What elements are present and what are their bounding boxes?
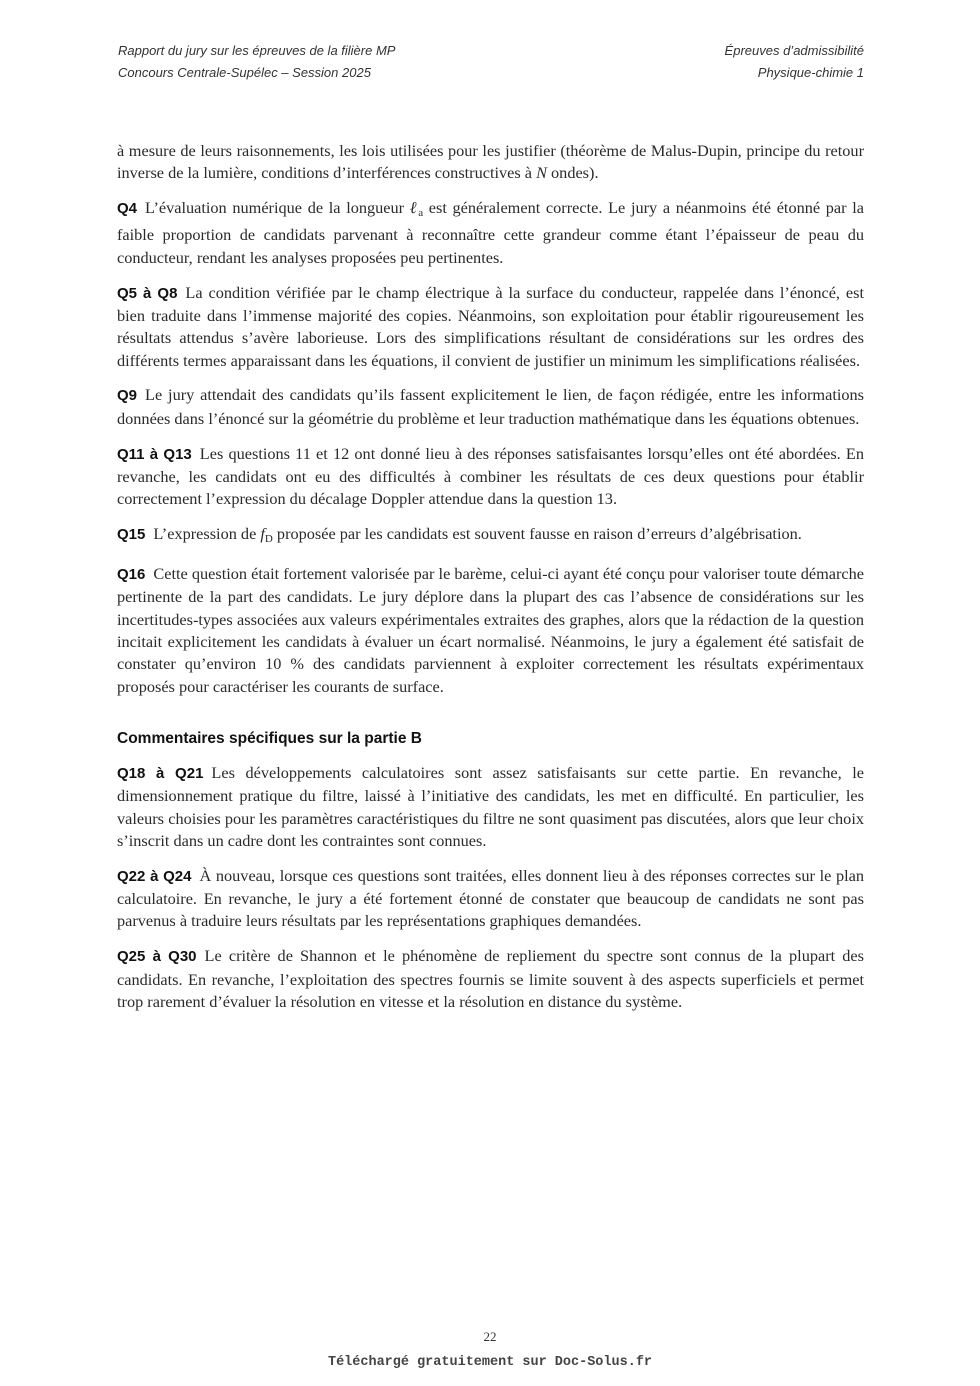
- variable-n: N: [536, 163, 547, 183]
- download-footer: Téléchargé gratuitement sur Doc-Solus.fr: [327, 1355, 653, 1370]
- question-comment-q16: [117, 563, 864, 698]
- question-label: Q16: [117, 566, 146, 584]
- question-label: Q22 à Q24: [117, 867, 192, 885]
- variable-f: f: [260, 524, 265, 544]
- header-left: [118, 40, 395, 84]
- question-comment-q18-q21: [117, 762, 864, 852]
- question-label: Q18 à Q21: [117, 765, 204, 783]
- variable-f-subscript: D: [264, 533, 273, 546]
- question-label: Q5 à Q8: [117, 284, 178, 302]
- question-label: Q4: [117, 200, 138, 218]
- intro-paragraph: [117, 140, 864, 185]
- comment-text: Les développements calculatoires sont assez satisfaisants sur cette partie. En revanche, le dimensionnement pratique du filtre, laissé à l’initiative des candidats, les met en difficulté. En particulier, les valeurs choisies pour les paramètres caractéristiques du filtre ne sont quasiment pas discutées, alors que leur choix s’inscrit dans un cadre dont les contraintes sont connues.: [117, 763, 864, 850]
- comment-text: proposée par les candidats est souvent fausse en raison d’erreurs d’algébrisation.: [272, 524, 802, 544]
- variable-l-subscript: a: [418, 207, 424, 220]
- report-title: Rapport du jury sur les épreuves de la filière MP: [118, 43, 396, 58]
- question-comment-q25-q30: [117, 945, 864, 1013]
- comment-text: À nouveau, lorsque ces questions sont traitées, elles donnent lieu à des réponses correctes sur le plan calculatoire. En revanche, le jury a été fortement étonné de constater que beaucoup de candidats ne sont pas parvenus à traduire leurs résultats par les représentations graphiques demandées.: [117, 865, 864, 931]
- comment-text: Le critère de Shannon et le phénomène de repliement du spectre sont connus de la plupart des candidats. En revanche, l’exploitation des spectres fournis se limite souvent à des aspects superficiels et permet trop rarement d’évaluer la résolution en vitesse et la résolution en distance du système.: [117, 946, 864, 1011]
- question-comment-q9: [117, 384, 864, 430]
- comment-text: L’évaluation numérique de la longueur: [145, 198, 410, 218]
- comment-text: Cette question était fortement valorisée par le barème, celui-ci ayant été conçu pour valoriser toute démarche pertinente de la part des candidats. Le jury déplore dans la plupart des cas l’absence de considérations sur les incertitudes-types associées aux valeurs expérimentales extraites des graphes, alors que la rédaction de la question incitait explicitement les candidats à évaluer un écart normalisé. Néanmoins, le jury a également été satisfait de constater qu’environ 10 % des candidats parviennent à exploiter correctement les résultats expérimentaux proposés pour caractériser les courants de surface.: [117, 564, 864, 696]
- question-label: Q9: [117, 387, 138, 405]
- question-comment-q5-q8: [117, 282, 864, 372]
- comment-text: est généralement correcte. Le jury a néanmoins été étonné par la faible proportion de candidats parvenant à reconnaître cette grandeur comme étant l’épaisseur de peau du conducteur, rendant les analyses proposées peu pertinentes.: [117, 198, 865, 267]
- question-comment-q11-q13: [117, 443, 864, 511]
- question-label: Q11 à Q13: [117, 445, 192, 463]
- intro-text-end: ondes).: [546, 163, 599, 183]
- contest-session: Concours Centrale-Supélec – Session 2025: [118, 65, 371, 80]
- report-body: [117, 140, 864, 1026]
- comment-text: Les questions 11 et 12 ont donné lieu à des réponses satisfaisantes lorsqu’elles ont été abordées. En revanche, les candidats ont eu des difficultés à combiner les résultats de ces deux questions pour établir correctement l’expression du décalage Doppler attendue dans la question 13.: [117, 443, 864, 509]
- header-right: [725, 40, 864, 84]
- question-comment-q15: [117, 523, 864, 550]
- section-heading-part-b: Commentaires spécifiques sur la partie B: [117, 729, 422, 747]
- comment-text: L’expression de: [153, 524, 261, 544]
- comment-text: Le jury attendait des candidats qu’ils fassent explicitement le lien, de façon rédigée, entre les informations données dans l’énoncé sur la géométrie du problème et leur traduction mathématique dans les équations obtenues.: [117, 385, 864, 428]
- variable-l: ℓ: [409, 198, 419, 218]
- question-label: Q15: [117, 526, 146, 544]
- page-number: 22: [483, 1329, 497, 1344]
- exam-subject: Physique-chimie 1: [757, 65, 864, 80]
- comment-text: La condition vérifiée par le champ électrique à la surface du conducteur, rappelée dans l’énoncé, est bien traduite dans l’immense majorité des copies. Néanmoins, son exploitation pour établir rigoureusement les résultats attendus s’avère laborieuse. Lors des simplifications résultant de considérations sur les ordres des différents termes apparaissant dans les équations, il convient de justifier un minimum les simplifications réalisées.: [117, 282, 865, 370]
- question-comment-q22-q24: [117, 865, 864, 933]
- question-comment-q4: [117, 197, 864, 269]
- question-label: Q25 à Q30: [117, 948, 197, 966]
- exam-type: Épreuves d’admissibilité: [724, 43, 864, 58]
- intro-text: à mesure de leurs raisonnements, les lois utilisées pour les justifier (théorème de Malus-Dupin, principe du retour inverse de la lumière, conditions d’interférences constructives à: [117, 141, 864, 183]
